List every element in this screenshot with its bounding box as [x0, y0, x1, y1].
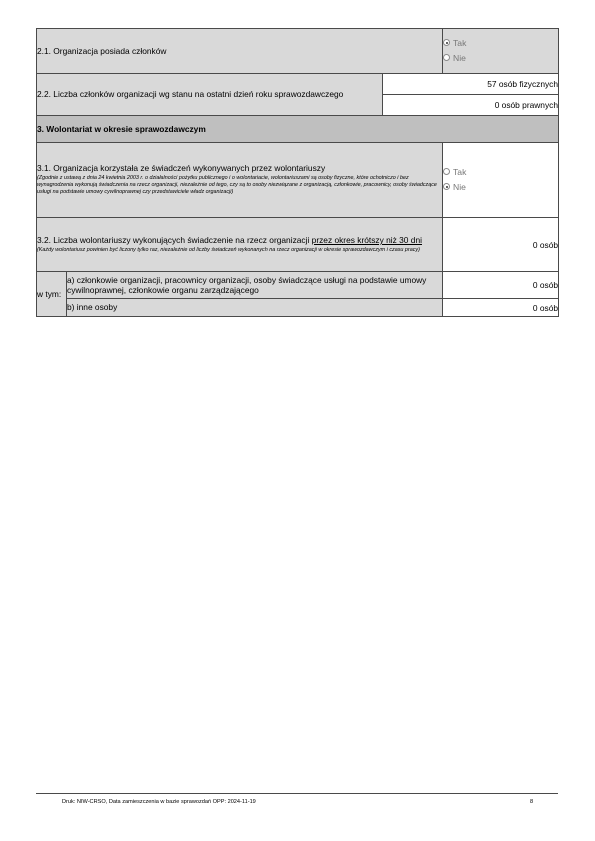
footer-text: Druk: NIW-CRSO, Data zamieszczenia w bazie sprawozdań OPP: 2024-11-19 [62, 799, 256, 805]
section-3-header: 3. Wolontariat w okresie sprawozdawczym [37, 116, 559, 143]
s32-sub-a-value: 0 osób [443, 272, 559, 299]
row-3-2-b [37, 299, 559, 317]
radio-empty-icon[interactable] [443, 54, 450, 61]
s31-option-nie[interactable]: Nie [443, 180, 558, 195]
s21-option-nie[interactable]: Nie [443, 51, 558, 66]
s32-note: (Każdy wolontariusz powinien być liczony tylko raz, niezależnie od liczby świadczeń wykonanych na rzecz organizacji w okresie sprawozdawczym i czasu pracy) [37, 246, 420, 253]
footer-divider [36, 793, 558, 794]
s32-sub-a-label: a) członkowie organizacji, pracownicy organizacji, osoby świadczące usługi na podstawie umowy cywilnoprawnej, członkowie organu zarządzającego [67, 272, 443, 299]
s21-option-tak[interactable]: Tak [443, 36, 558, 51]
s32-value: 0 osób [443, 218, 559, 272]
row-2-1 [37, 29, 559, 74]
row-3-2 [37, 218, 559, 272]
w-tym-label: w tym: [37, 272, 67, 317]
s31-label-cell [37, 143, 443, 218]
s22-value-prawne: 0 osób prawnych [383, 95, 559, 116]
s32-label-underlined: przez okres krótszy niż 30 dni [311, 235, 422, 246]
radio-selected-icon[interactable] [443, 183, 450, 190]
s31-note: (Zgodnie z ustawą z dnia 24 kwietnia 2003 r. o działalności pożytku publicznego i o wolontariacie, wolontariuszami są osoby fizyczne, które ochotniczo i bez wynagrodzenia wykonują świadczenia na rzecz organizacji, niezależnie od tego, czy są to osoby niezwiązane z organizacją, członkowie, pracownicy, osoby świadczące usługi na podstawie umowy cywilnoprawnej czy przedstawiciele władz organizacji) [37, 174, 437, 196]
row-2-2a [37, 74, 559, 95]
row-3-header [37, 116, 559, 143]
report-table [36, 28, 559, 317]
s31-option-tak[interactable]: Tak [443, 165, 558, 180]
s32-label: 3.2. Liczba wolontariuszy wykonujących świadczenie na rzecz organizacji [37, 235, 310, 246]
s22-value-fizyczne: 57 osób fizycznych [383, 74, 559, 95]
s22-label: 2.2. Liczba członków organizacji wg stanu na ostatni dzień roku sprawozdawczego [37, 74, 383, 116]
radio-selected-icon[interactable] [443, 39, 450, 46]
page-number: 8 [530, 799, 534, 805]
s21-radio-group [443, 29, 559, 74]
s32-label-cell [37, 218, 443, 272]
s32-sub-b-value: 0 osób [443, 299, 559, 317]
s31-label: 3.1. Organizacja korzystała ze świadczeń wykonywanych przez wolontariuszy [37, 163, 326, 174]
radio-empty-icon[interactable] [443, 168, 450, 175]
s31-radio-group [443, 143, 559, 218]
row-3-2-a [37, 272, 559, 299]
s32-sub-b-label: b) inne osoby [67, 299, 443, 317]
s21-label: 2.1. Organizacja posiada członków [37, 29, 443, 74]
row-3-1 [37, 143, 559, 218]
